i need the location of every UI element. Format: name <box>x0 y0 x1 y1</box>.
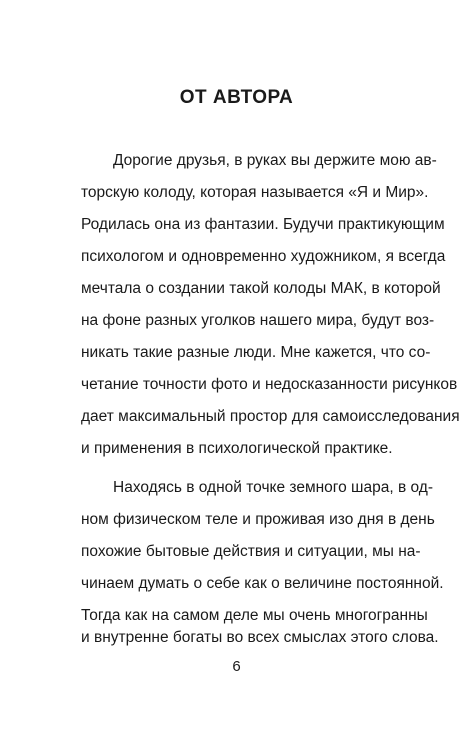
text-line: Находясь в одной точке земного шара, в од- <box>113 479 433 496</box>
page-number: 6 <box>232 658 241 675</box>
chapter-title: ОТ АВТОРА <box>179 87 294 108</box>
text-line: Родилась она из фантазии. Будучи практикующим <box>81 216 445 233</box>
text-line: и применения в психологической практике. <box>81 440 393 457</box>
text-line: и внутренне богаты во всех смыслах этого слова. <box>81 629 439 646</box>
text-line: торскую колоду, которая называется «Я и Мир». <box>81 184 429 201</box>
text-line: никать такие разные люди. Мне кажется, что со- <box>81 344 431 361</box>
text-line: четание точности фото и недосказанности рисунков <box>81 376 458 393</box>
text-line: Дорогие друзья, в руках вы держите мою ав- <box>113 152 437 169</box>
text-line: чинаем думать о себе как о величине постоянной. <box>81 575 444 592</box>
text-line: мечтала о создании такой колоды МАК, в которой <box>81 280 441 297</box>
text-line: психологом и одновременно художником, я всегда <box>81 248 446 265</box>
text-line: дает максимальный простор для самоисследования <box>81 408 460 425</box>
text-line: на фоне разных уголков нашего мира, будут воз- <box>81 312 435 329</box>
text-line: похожие бытовые действия и ситуации, мы на- <box>81 543 421 560</box>
text-line: ном физическом теле и проживая изо дня в день <box>81 511 435 528</box>
text-line: Тогда как на самом деле мы очень многогранны <box>81 607 428 624</box>
